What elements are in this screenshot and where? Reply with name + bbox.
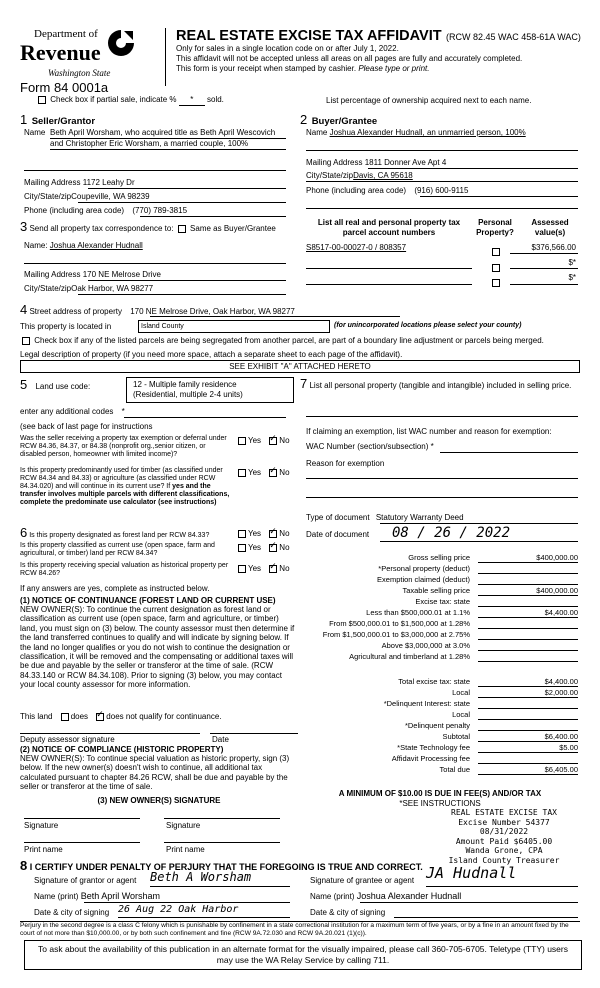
county-select[interactable]: Island County <box>138 320 330 333</box>
fee-row <box>300 640 582 651</box>
partial-sale-value[interactable]: * <box>179 95 205 106</box>
seller-name-label: Name <box>24 128 46 137</box>
fee-row <box>300 563 582 574</box>
grantee-date-label: Date & city of signing <box>310 908 386 917</box>
see-instructions-note: *SEE INSTRUCTIONS <box>399 799 481 808</box>
this-land-label: This land <box>20 712 53 721</box>
fee-row <box>300 731 582 742</box>
q-timber-bold: yes and the transfer involves multiple parcels with different classifications, complete the predominate use calculator (see instructions) <box>20 483 230 506</box>
form-title-ref: (RCW 82.45 WAC 458-61A WAC) <box>446 32 581 42</box>
q-timber-yes-checkbox[interactable] <box>238 469 246 477</box>
personal-property-checkbox-1[interactable] <box>492 248 500 256</box>
grantee-name-label: Name (print) <box>310 892 355 901</box>
fee-label: Taxable selling price <box>402 586 470 595</box>
fee-value-field[interactable] <box>478 640 578 651</box>
grantee-signature-label: Signature of grantee or agent <box>310 876 415 885</box>
owner-print-label-1: Print name <box>24 845 63 854</box>
fee-row <box>300 676 582 687</box>
fee-row <box>300 596 582 607</box>
accessibility-box: To ask about the availability of this publication in an alternate format for the visually impaired, please call 360-705-6705. Teletype (TTY) users may use the WA Relay Service by calling 711. <box>24 940 582 970</box>
q-timber-no-label: No <box>279 468 290 477</box>
fee-row <box>300 574 582 585</box>
subtitle-3: This form is your receipt when stamped by cashier. <box>176 64 357 73</box>
seller-city-label: City/State/zip <box>24 192 72 201</box>
q-current-use-yes-checkbox[interactable] <box>238 544 246 552</box>
owner-signature-label-2: Signature <box>166 821 201 830</box>
q-timber-yes-label: Yes <box>248 468 262 477</box>
q-current-use-no-checkbox[interactable] <box>269 544 277 552</box>
seller-mailing-field[interactable]: 1172 Leahy Dr <box>82 178 135 187</box>
seller-mailing-label: Mailing Address <box>24 178 81 187</box>
does-not-label: does not qualify for continuance. <box>106 712 222 721</box>
seller-phone-label: Phone (including area code) <box>24 206 125 215</box>
fee-value-field[interactable] <box>478 596 578 607</box>
assessed-value-3[interactable]: $* <box>568 273 576 282</box>
grantor-date-field[interactable]: 26 Aug 22 Oak Harbor <box>118 904 290 918</box>
buyer-city-field[interactable]: Davis, CA 95618 <box>353 171 413 180</box>
grantor-date-label: Date & city of signing <box>34 908 110 917</box>
landuse-value-2: (Residential, multiple 2-4 units) <box>133 389 243 399</box>
additional-codes-field[interactable]: * <box>121 407 125 416</box>
parcel-col-assessed: Assessed value(s) <box>531 218 569 237</box>
doc-type-field[interactable]: Statutory Warranty Deed <box>375 513 464 522</box>
assessed-value-2[interactable]: $* <box>568 258 576 267</box>
stamp-line-4: Amount Paid $6405.00 <box>455 836 553 846</box>
grantee-date-field[interactable] <box>394 905 578 918</box>
fee-row <box>300 552 582 563</box>
see-back-note: (see back of last page for instructions <box>20 422 153 431</box>
q-exemption-no-label: No <box>279 436 290 445</box>
fee-value-field[interactable]: $6,405.00 <box>478 764 578 775</box>
located-note: (for unincorporated locations please select your county) <box>334 322 522 329</box>
fee-label: Above $3,000,000 at 3.0% <box>381 641 470 650</box>
fee-label: *Personal property (deduct) <box>378 564 470 573</box>
perjury-notice <box>20 922 580 938</box>
fee-value-field[interactable]: $2,000.00 <box>478 687 578 698</box>
seller-heading: Seller/Grantor <box>31 116 96 127</box>
seller-city-field[interactable]: Coupeville, WA 98239 <box>71 192 150 201</box>
landuse-value-1: 12 - Multiple family residence <box>133 380 237 389</box>
fee-value-field[interactable]: $5.00 <box>478 742 578 753</box>
assessed-value-1[interactable]: $376,566.00 <box>531 243 576 252</box>
does-label: does <box>70 712 89 721</box>
q-forest: Is this property designated as forest land per RCW 84.33? <box>29 532 210 539</box>
buyer-heading: Buyer/Grantee <box>311 116 378 127</box>
notice1-title: (1) NOTICE OF CONTINUANCE (FOREST LAND OR CURRENT USE) <box>20 596 276 605</box>
fee-row <box>300 742 582 753</box>
landuse-label: Land use code: <box>35 382 91 391</box>
partial-sale-suffix: sold. <box>207 95 224 104</box>
dept-line3: Washington State <box>48 68 111 78</box>
grantee-name-field[interactable]: Joshua Alexander Hudnall <box>356 891 462 901</box>
legal-description-field[interactable]: SEE EXHIBIT "A" ATTACHED HERETO <box>20 360 580 373</box>
owner-print-label-2: Print name <box>166 845 205 854</box>
fee-value-field[interactable] <box>478 618 578 629</box>
landuse-num: 5 <box>20 377 28 392</box>
fee-value-field[interactable] <box>478 698 578 709</box>
q-exemption-yes-checkbox[interactable] <box>238 437 246 445</box>
ownership-note: List percentage of ownership acquired next to each name. <box>326 96 532 105</box>
fee-label: Excise tax: state <box>415 597 470 606</box>
stamp-line-1: REAL ESTATE EXCISE TAX <box>451 808 557 817</box>
minimum-fee-note: A MINIMUM OF $10.00 IS DUE IN FEE(S) AND/OR TAX <box>338 789 542 798</box>
personal-property-checkbox-3[interactable] <box>492 279 500 287</box>
fee-label: Exemption claimed (deduct) <box>377 575 470 584</box>
fee-row <box>300 618 582 629</box>
doc-date-field[interactable]: 08 / 26 / 2022 <box>392 525 511 541</box>
q-forest-yes-label: Yes <box>248 529 262 538</box>
q-exemption: Was the seller receiving a property tax exemption or deferral under RCW 84.36, 84.37, or 84.38 (nonprofit org.,senior citizen, or disabled person, homeowner with limited income)? <box>20 435 227 458</box>
does-qualify-checkbox[interactable] <box>61 713 69 721</box>
q-forest-yes-checkbox[interactable] <box>238 530 246 538</box>
header-divider <box>165 28 166 86</box>
same-as-buyer-label: Same as Buyer/Grantee <box>190 224 276 233</box>
partial-sale-label: Check box if partial sale, indicate % <box>50 95 177 104</box>
same-as-buyer-checkbox[interactable] <box>178 225 186 233</box>
buyer-city-label: City/State/zip <box>306 171 354 180</box>
stamp-line-5: Wanda Grone, CPA <box>465 846 543 855</box>
q-forest-no-checkbox[interactable] <box>269 530 277 538</box>
seller-name-field[interactable]: Beth April Worsham, who acquired title as Beth April Wescovich and Christopher Eric Worsham, a married couple, 100% <box>50 128 276 148</box>
fee-value-field[interactable] <box>478 563 578 574</box>
fee-label: *Delinquent penalty <box>404 721 470 730</box>
q-forest-no-label: No <box>279 529 290 538</box>
q-current-use-yes-label: Yes <box>248 543 262 552</box>
revenue-logo-icon <box>106 28 136 58</box>
certify-num: 8 <box>20 858 28 873</box>
fee-value-field[interactable] <box>478 651 578 662</box>
corr-name-label: Name: <box>24 241 48 250</box>
grantor-signature-field[interactable]: Beth A Worsham <box>150 870 290 887</box>
fee-value-field[interactable]: $4,400.00 <box>478 676 578 687</box>
fee-label: Less than $500,000.01 at 1.1% <box>366 608 470 617</box>
dor-logo <box>20 28 140 80</box>
q-historic: Is this property receiving special valuation as historical property per RCW 84.26? <box>20 562 229 577</box>
buyer-phone-field[interactable]: (916) 600-9115 <box>414 186 469 195</box>
notice3-title: (3) NEW OWNER(S) SIGNATURE <box>97 796 221 805</box>
any-yes-note: If any answers are yes, complete as instructed below. <box>20 584 210 593</box>
fee-row <box>300 585 582 596</box>
segregated-label: Check box if any of the listed parcels are being segregated from another parcel, are part of a boundary line adjustment or parcels being merged. <box>34 336 544 345</box>
seller-num: 1 <box>20 112 28 127</box>
fee-value-field[interactable] <box>478 574 578 585</box>
legal-label: Legal description of property (if you need more space, attach a separate sheet to each page of the affidavit). <box>20 350 403 359</box>
q-current-use: Is this property classified as current use (open space, farm and agricultural, or timber) land per RCW 84.34? <box>20 542 215 557</box>
certify-statement: I CERTIFY UNDER PENALTY OF PERJURY THAT THE FOREGOING IS TRUE AND CORRECT. <box>29 862 423 872</box>
corr-city-field[interactable]: Oak Harbor, WA 98277 <box>71 284 154 293</box>
fee-value-field[interactable]: $400,000.00 <box>478 585 578 596</box>
fee-row <box>300 720 582 731</box>
segregated-checkbox[interactable] <box>22 337 30 345</box>
subtitle-2: This affidavit will not be accepted unless all areas on all pages are fully and accurately completed. <box>176 54 523 63</box>
dept-line1: Department of <box>34 28 98 40</box>
fee-label: Local <box>452 710 470 719</box>
buyer-phone-label: Phone (including area code) <box>306 186 407 195</box>
grantee-signature-field[interactable]: JA Hudnall <box>426 864 578 887</box>
personal-property-label: List all personal property (tangible and intangible) included in selling price. <box>309 381 572 390</box>
grantor-name-label: Name (print) <box>34 892 79 901</box>
fee-row <box>300 753 582 764</box>
fee-value-field[interactable] <box>478 709 578 720</box>
corr-city-label: City/State/zip <box>24 284 72 293</box>
landuse-select[interactable] <box>126 377 294 403</box>
fee-label: *State Technology fee <box>397 743 470 752</box>
buyer-mailing-field[interactable]: 1811 Donner Ave Apt 4 <box>364 158 447 167</box>
fee-value-field[interactable] <box>478 720 578 731</box>
corr-mailing-label: Mailing Address <box>24 270 81 279</box>
fee-label: Total excise tax: state <box>398 677 470 686</box>
fee-label: Local <box>452 688 470 697</box>
fee-value-field[interactable]: $4,400.00 <box>478 607 578 618</box>
fee-row <box>300 698 582 709</box>
dept-line2: Revenue <box>20 40 101 65</box>
q-exemption-no-checkbox[interactable] <box>269 437 277 445</box>
fee-row <box>300 607 582 618</box>
q-timber <box>20 467 232 507</box>
q-historic-yes-checkbox[interactable] <box>238 565 246 573</box>
fee-label: Affidavit Processing fee <box>391 754 470 763</box>
parcel-number-2[interactable] <box>306 258 472 268</box>
exemption-label: If claiming an exemption, list WAC number and reason for exemption: <box>306 427 552 436</box>
q-historic-yes-label: Yes <box>248 564 262 573</box>
notice2-body: NEW OWNER(S): To continue special valuation as historic property, sign (3) below. If the new owner(s) doesn't wish to continue, all additional tax calculated pursuant to chapter 84.26 RCW, shall be due and payable by the seller or transferor at the time of sale. <box>20 754 290 792</box>
does-not-qualify-checkbox[interactable] <box>96 713 104 721</box>
reason-label: Reason for exemption <box>306 459 385 468</box>
fee-value-field[interactable]: $400,000.00 <box>478 552 578 563</box>
fee-label: Agricultural and timberland at 1.28% <box>349 652 470 661</box>
q-timber-no-checkbox[interactable] <box>269 469 277 477</box>
doc-type-label: Type of document <box>306 513 370 522</box>
fee-label: From $1,500,000.01 to $3,000,000 at 2.75% <box>322 630 470 639</box>
buyer-num: 2 <box>300 112 308 127</box>
partial-sale-checkbox[interactable] <box>38 96 46 104</box>
parcel-col-personal: Personal Property? <box>476 218 514 237</box>
fee-label: Total due <box>439 765 470 774</box>
deputy-signature-label: Deputy assessor signature <box>20 735 115 744</box>
form-title: REAL ESTATE EXCISE TAX AFFIDAVIT <box>176 28 442 44</box>
fee-label: Subtotal <box>442 732 470 741</box>
q-timber-text: Is this property predominantly used for timber (as classified under RCW 84.34 and 84.33) or agriculture (as classified under RCW 84.34.020) and will continue in its current use? If <box>20 467 223 490</box>
owner-signature-label-1: Signature <box>24 821 59 830</box>
notice2-title: (2) NOTICE OF COMPLIANCE (HISTORIC PROPERTY) <box>20 745 224 754</box>
perjury-text: Perjury in the second degree is a class C felony which is punishable by confinement in a state correctional institution for a maximum term of five years, or by a fine in an amount fixed by the court of not more than $10,000.00, or by both such confinement and fine (RCW 9A.72.030 and RCW 9A.20.021 (1)(c)). <box>20 922 569 937</box>
parcel-number-1[interactable]: S8517-00-00027-0 / 808357 <box>306 243 407 252</box>
parcel-number-3[interactable] <box>306 273 472 283</box>
parcel-col-numbers: List all real and personal property tax parcel account numbers <box>317 218 461 237</box>
fee-value-field[interactable] <box>478 629 578 640</box>
q-current-use-no-label: No <box>279 543 290 552</box>
located-label: This property is located in <box>20 322 112 331</box>
fee-label: Gross selling price <box>408 553 470 562</box>
grantor-name-field[interactable]: Beth April Worsham <box>80 891 161 901</box>
fee-row <box>300 687 582 698</box>
buyer-name-field[interactable]: Joshua Alexander Hudnall, an unmarried person, 100% <box>329 128 526 137</box>
street-label: Street address of property <box>29 307 122 316</box>
section7-num: 7 <box>300 376 308 391</box>
fee-label: *Delinquent Interest: state <box>383 699 470 708</box>
q-exemption-yes-label: Yes <box>248 436 262 445</box>
stamp-line-3: 08/31/2022 <box>479 827 529 836</box>
personal-property-checkbox-2[interactable] <box>492 264 500 272</box>
corr-name-field[interactable]: Joshua Alexander Hudnall <box>49 241 143 250</box>
subtitle-1: Only for sales in a single location code on or after July 1, 2022. <box>176 44 399 53</box>
fee-row <box>300 764 582 775</box>
doc-date-label: Date of document <box>306 530 370 539</box>
deputy-date-label: Date <box>212 735 229 744</box>
buyer-name-label: Name <box>306 128 328 137</box>
corr-mailing-field[interactable]: 170 NE Melrose Drive <box>82 270 161 279</box>
treasurer-stamp <box>444 808 564 865</box>
additional-codes-label: enter any additional codes <box>20 407 114 416</box>
q-historic-no-checkbox[interactable] <box>269 565 277 573</box>
fee-value-field[interactable]: $6,400.00 <box>478 731 578 742</box>
form-number: Form 84 0001a <box>20 80 109 95</box>
section6-num: 6 <box>20 525 28 540</box>
buyer-mailing-label: Mailing Address <box>306 158 363 167</box>
fee-row <box>300 709 582 720</box>
property-num: 4 <box>20 302 28 317</box>
street-field[interactable]: 170 NE Melrose Drive, Oak Harbor, WA 98277 <box>130 307 295 316</box>
grantor-signature-label: Signature of grantor or agent <box>34 876 137 885</box>
fee-row <box>300 651 582 662</box>
fee-row <box>300 629 582 640</box>
wac-field[interactable]: * <box>430 442 434 451</box>
corr-label: Send all property tax correspondence to: <box>29 224 174 233</box>
stamp-line-6: Island County Treasurer <box>448 855 560 865</box>
wac-label: WAC Number (section/subsection) <box>306 442 429 451</box>
notice1-body: NEW OWNER(S): To continue the current designation as forest land or classification as current use (open space, farm and agriculture, or timber) land, you must sign on (3) below. The county assessor must then determine if the land transferred continues to qualify and will indicate by signing below. If the land no longer qualifies or you do not wish to continue the designation or classification, it will be removed and the compensating or additional taxes will be due and payable by the seller or transferor at the time of sale. (RCW 84.33.140 or RCW 84.34.108). Prior to signing (3) below, you may contact your local county assessor for more information. <box>20 605 295 690</box>
seller-phone-field[interactable]: (770) 789-3815 <box>132 206 188 215</box>
corr-num: 3 <box>20 219 28 234</box>
q-historic-no-label: No <box>279 564 290 573</box>
subtitle-3-italic: Please type or print. <box>358 64 430 73</box>
fee-value-field[interactable] <box>478 753 578 764</box>
fee-label: From $500,000.01 to $1,500,000 at 1.28% <box>329 619 470 628</box>
stamp-line-2: Excise Number 54377 <box>458 817 550 827</box>
